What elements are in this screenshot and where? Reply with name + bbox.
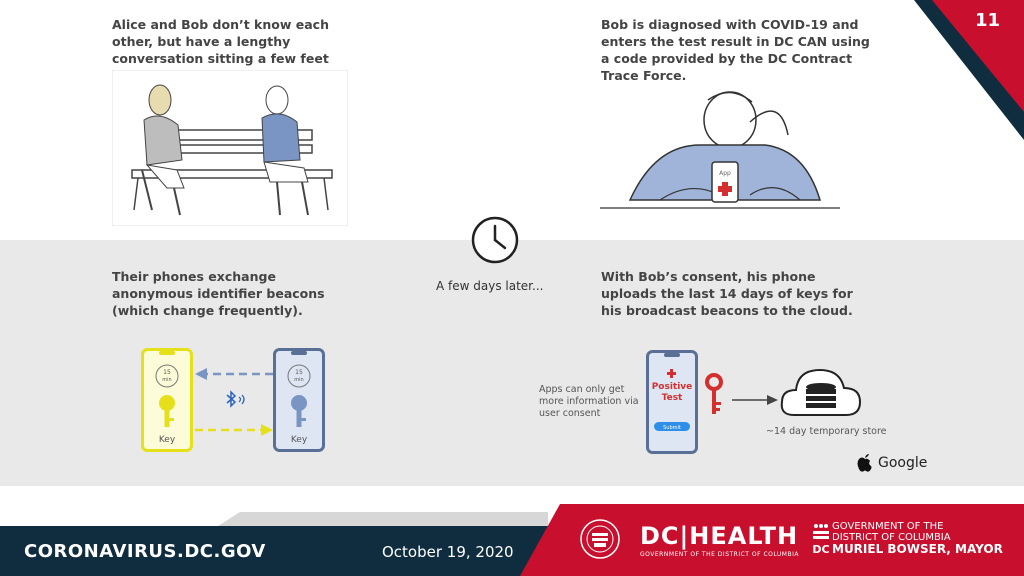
bob-phone-illustration <box>600 90 840 215</box>
key-label: Key <box>290 435 308 445</box>
apple-logo-icon <box>856 453 874 473</box>
timer-value: 15 <box>295 369 303 376</box>
dc-health-logo: DC|HEALTH <box>640 522 799 550</box>
footer-date: October 19, 2020 <box>382 543 514 561</box>
dc-flag-icon <box>812 522 830 556</box>
positive-line-2: Test <box>661 393 683 403</box>
blue-phone <box>273 348 325 452</box>
panel-text-diagnosis: Bob is diagnosed with COVID-19 and enters the test result in DC CAN using a code provided by the DC Contract Trace Force. <box>601 17 870 83</box>
consent-line-3: user consent <box>539 408 601 419</box>
gov-line-1: GOVERNMENT OF THE <box>832 521 944 532</box>
cloud-database-icon <box>778 360 864 420</box>
gov-title <box>832 521 951 543</box>
app-label: App <box>719 170 731 177</box>
mayor-name: MURIEL BOWSER, MAYOR <box>832 542 1003 556</box>
panel-text-beacons: Their phones exchange anonymous identifier beacons (which change frequently). <box>112 269 325 318</box>
consent-note <box>539 384 639 420</box>
few-days-later-caption: A few days later... <box>436 279 544 293</box>
panel-text-conversation: Alice and Bob don’t know each other, but have a lengthy conversation sitting a few feet <box>112 17 329 66</box>
timer-value: 15 <box>163 369 171 376</box>
timer-unit: min <box>294 377 304 383</box>
svg-text:DC: DC <box>812 543 830 556</box>
yellow-phone <box>141 348 193 452</box>
google-logo: Google <box>878 455 928 471</box>
consent-line-1: Apps can only get <box>539 384 625 395</box>
clock-icon <box>469 214 521 266</box>
footer-url[interactable]: CORONAVIRUS.DC.GOV <box>24 541 266 562</box>
slide-number: 11 <box>974 10 1000 31</box>
gov-line-2: DISTRICT OF COLUMBIA <box>832 532 951 543</box>
key-label: Key <box>158 435 176 445</box>
panel-text-upload: With Bob’s consent, his phone uploads the last 14 days of keys for his broadcast beacons to the cloud. <box>601 269 853 318</box>
red-key-upload <box>704 372 780 418</box>
positive-test-phone <box>646 350 698 454</box>
timer-unit: min <box>162 377 172 383</box>
beacon-exchange-arrows <box>193 362 275 438</box>
corner-decoration <box>874 0 1024 140</box>
consent-line-2: more information via <box>539 396 639 407</box>
dc-health-subtitle: GOVERNMENT OF THE DISTRICT OF COLUMBIA <box>640 551 799 558</box>
positive-line-1: Positive <box>651 382 693 392</box>
temporary-store-label: ~14 day temporary store <box>766 426 887 437</box>
bench-illustration <box>112 70 348 226</box>
dc-seal-icon <box>579 518 621 560</box>
submit-label: Submit <box>663 425 681 431</box>
